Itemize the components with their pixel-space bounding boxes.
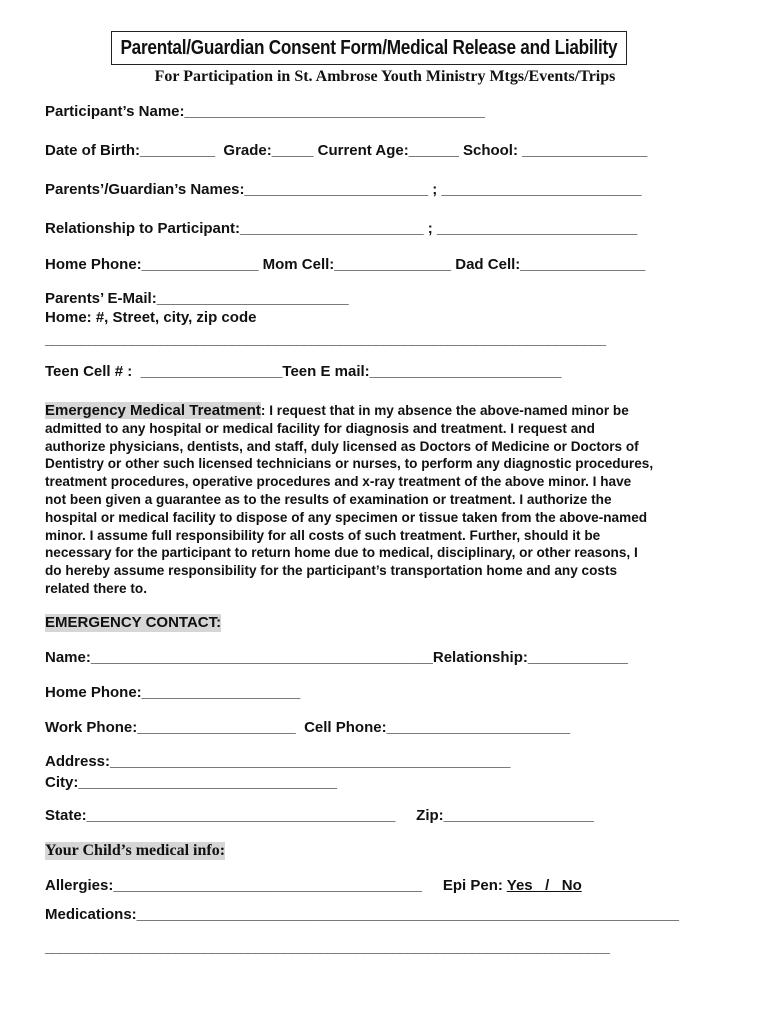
paragraph-line: admitted to any hospital or medical facility for diagnosis and treatment. I request and	[45, 420, 595, 436]
paragraph-line	[45, 402, 735, 420]
allergies-field[interactable]: Allergies:_____________________________________	[45, 877, 443, 894]
contact-name-relationship-row[interactable]: Name:_________________________________________Relationship:____________	[45, 649, 628, 666]
paragraph-line: treatment procedures, operative procedures and x-ray treatment of the above minor. I have	[45, 474, 632, 490]
paragraph-line-text: : I request that in my absence the above-named minor be	[260, 403, 629, 418]
phones-row[interactable]: Home Phone:______________ Mom Cell:______________ Dad Cell:_______________	[45, 256, 646, 273]
paragraph-line: not been given a guarantee as to the results of examination or treatment. I authorize the	[45, 491, 612, 507]
paragraph-line: do hereby assume responsibility for the participant’s transportation home and any costs	[45, 563, 618, 579]
paragraph-line: related there to.	[45, 580, 147, 596]
teen-contact-row[interactable]: Teen Cell # : _________________Teen E mail:_______________________	[45, 363, 562, 380]
contact-home-phone-field[interactable]: Home Phone:___________________	[45, 684, 301, 701]
contact-work-cell-row[interactable]: Work Phone:___________________ Cell Phone:______________________	[45, 719, 571, 736]
relationship-field[interactable]: Relationship to Participant:______________________ ; ________________________	[45, 220, 638, 237]
form-title	[111, 31, 627, 65]
paragraph-line: necessary for the participant to return home due to medical, disciplinary, or other reasons, I	[45, 545, 638, 561]
home-address-field[interactable]: ______________________________________________________________________________	[45, 331, 606, 347]
paragraph-line: hospital or medical facility to dispose of any specimen or tissue taken from the above-named	[45, 509, 648, 525]
parents-email-field[interactable]: Parents’ E-Mail:_______________________	[45, 290, 349, 307]
form-subtitle: For Participation in St. Ambrose Youth Ministry Mtgs/Events/Trips	[154, 68, 616, 85]
contact-city-field[interactable]: City:_______________________________	[45, 774, 337, 791]
allergies-epipen-row	[45, 877, 582, 895]
parents-names-field[interactable]: Parents’/Guardian’s Names:______________________ ; ________________________	[45, 181, 642, 198]
contact-address-field[interactable]: Address:________________________________________________	[45, 753, 511, 770]
dob-grade-age-school-row[interactable]: Date of Birth:_________ Grade:_____ Current Age:______ School: _______________	[45, 142, 648, 159]
epipen-yes-no[interactable]: Yes / No	[506, 877, 582, 894]
home-address-label: Home: #, Street, city, zip code	[45, 309, 257, 326]
paragraph-line: authorize physicians, dentists, and staff, duly licensed as Doctors of Medicine or Doctors of	[45, 438, 639, 454]
paragraph-line: minor. I assume full responsibility for all costs of such treatment. Further, should it be	[45, 527, 601, 543]
emergency-treatment-heading: Emergency Medical Treatment	[45, 402, 261, 419]
medical-info-heading: Your Child’s medical info:	[45, 842, 226, 859]
emergency-treatment-paragraph	[45, 402, 735, 598]
participant-name-field[interactable]: Participant’s Name:____________________________________	[45, 103, 485, 120]
paragraph-line: Dentistry or other such licensed technicians or nurses, to perform any diagnostic procedures,	[45, 456, 654, 472]
form-title-text: Parental/Guardian Consent Form/Medical Release and Liability	[120, 36, 618, 59]
epipen-label: Epi Pen:	[442, 877, 507, 894]
medications-field[interactable]: Medications:_________________________________________________________________	[45, 906, 679, 923]
emergency-contact-heading: EMERGENCY CONTACT:	[45, 614, 222, 631]
medications-line-2[interactable]: ______________________________________________________________________________	[45, 939, 610, 955]
contact-state-zip-row[interactable]: State:_____________________________________ Zip:__________________	[45, 807, 594, 824]
